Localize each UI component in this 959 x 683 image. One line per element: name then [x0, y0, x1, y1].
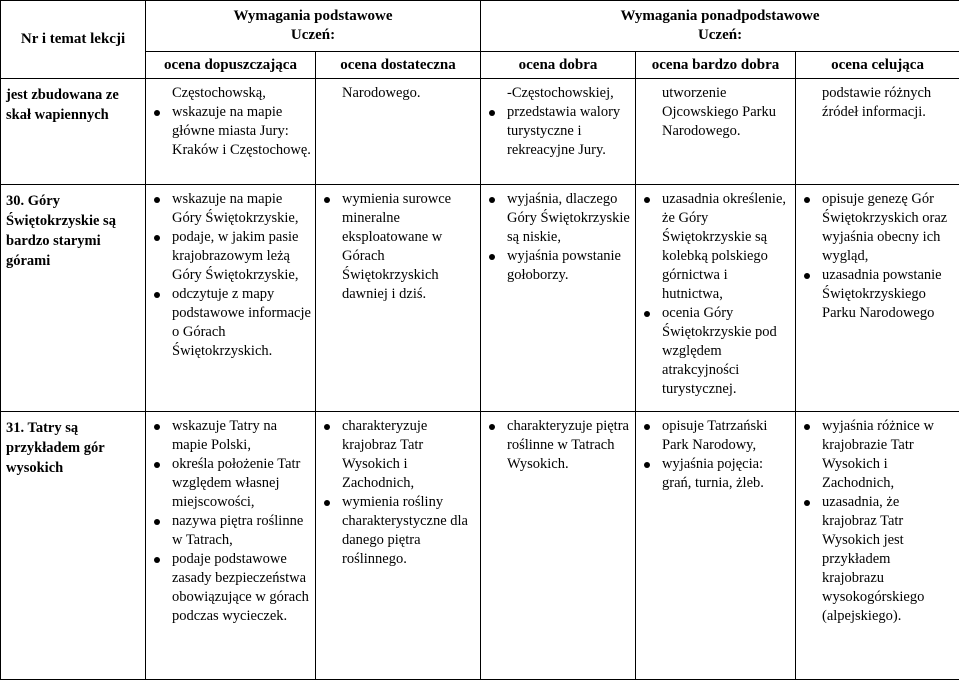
bulleted-requirement: ocenia Góry Świętokrzyskie pod względem atrakcyjności turystycznej. — [640, 304, 791, 399]
requirement-list — [485, 417, 631, 474]
requirement-list — [320, 84, 476, 103]
requirement-list — [640, 417, 791, 493]
basic-requirements-header — [146, 1, 481, 52]
grade-header: ocena bardzo dobra — [636, 52, 796, 79]
requirement-list — [485, 84, 631, 160]
table-row — [1, 412, 959, 680]
continued-requirement: -Częstochowskiej, — [507, 85, 614, 101]
bulleted-requirement: wyjaśnia różnice w krajobrazie Tatr Wysokich i Zachodnich, — [800, 417, 955, 493]
bulleted-requirement: uzasadnia, że krajobraz Tatr Wysokich jest przykładem krajobrazu wysokogórskiego (alpejskiego). — [800, 493, 955, 626]
bulleted-requirement: opisuje Tatrzański Park Narodowy, — [640, 417, 791, 455]
lesson-topic: 30. Góry Świętokrzyskie są bardzo starymi górami — [1, 185, 146, 412]
bulleted-requirement: podaje podstawowe zasady bezpieczeństwa obowiązujące w górach podczas wycieczek. — [150, 550, 311, 626]
lesson-topic: 31. Tatry są przykładem gór wysokich — [1, 412, 146, 680]
bulleted-requirement: nazywa piętra roślinne w Tatrach, — [150, 512, 311, 550]
requirement-list — [150, 84, 311, 160]
requirement-cell — [481, 412, 636, 680]
requirement-cell — [636, 185, 796, 412]
continued-requirement: podstawie różnych źródeł informacji. — [822, 85, 932, 120]
requirement-list — [485, 190, 631, 285]
basic-requirements-subtitle: Uczeń: — [290, 27, 336, 43]
bulleted-requirement: podaje, w jakim pasie krajobrazowym leżą Góry Świętokrzyskie, — [150, 228, 311, 285]
requirement-cell — [316, 79, 481, 185]
grade-header: ocena celująca — [796, 52, 959, 79]
bulleted-requirement: wyjaśnia powstanie gołoborzy. — [485, 247, 631, 285]
bulleted-requirement: charakteryzuje piętra roślinne w Tatrach Wysokich. — [485, 417, 631, 474]
requirement-list — [320, 417, 476, 569]
requirement-list — [320, 190, 476, 304]
advanced-requirements-header — [481, 1, 959, 52]
requirement-cell — [636, 79, 796, 185]
bulleted-requirement: wymienia surowce mineralne eksploatowane w Górach Świętokrzyskich dawniej i dziś. — [320, 190, 476, 304]
bulleted-requirement: wymienia rośliny charakterystyczne dla danego piętra roślinnego. — [320, 493, 476, 569]
requirement-cell — [796, 79, 959, 185]
bulleted-requirement: wskazuje na mapie Góry Świętokrzyskie, — [150, 190, 311, 228]
requirement-cell — [481, 79, 636, 185]
grade-header: ocena dostateczna — [316, 52, 481, 79]
bulleted-requirement: odczytuje z mapy podstawowe informacje o Górach Świętokrzyskich. — [150, 285, 311, 361]
requirement-list — [640, 190, 791, 399]
requirement-cell — [316, 412, 481, 680]
requirement-cell — [481, 185, 636, 412]
continued-requirement: Częstochowską, — [172, 85, 266, 101]
advanced-requirements-subtitle: Uczeń: — [697, 27, 743, 43]
bulleted-requirement: opisuje genezę Gór Świętokrzyskich oraz wyjaśnia obecny ich wygląd, — [800, 190, 955, 266]
basic-requirements-title: Wymagania podstawowe — [233, 8, 393, 24]
bulleted-requirement: wyjaśnia, dlaczego Góry Świętokrzyskie są niskie, — [485, 190, 631, 247]
requirement-cell — [636, 412, 796, 680]
lesson-topic: jest zbudowana ze skał wapiennych — [1, 79, 146, 185]
continued-requirement: utworzenie Ojcowskiego Parku Narodowego. — [662, 85, 776, 139]
requirement-list — [800, 190, 955, 323]
requirement-list — [640, 84, 791, 141]
advanced-requirements-title: Wymagania ponadpodstawowe — [620, 8, 820, 24]
bulleted-requirement: wskazuje Tatry na mapie Polski, — [150, 417, 311, 455]
requirement-cell — [796, 185, 959, 412]
grade-header: ocena dobra — [481, 52, 636, 79]
grade-header: ocena dopuszczająca — [146, 52, 316, 79]
bulleted-requirement: wyjaśnia pojęcia: grań, turnia, żleb. — [640, 455, 791, 493]
table-row — [1, 185, 959, 412]
continued-requirement: Narodowego. — [342, 85, 421, 101]
requirement-cell — [316, 185, 481, 412]
bulleted-requirement: przedstawia walory turystyczne i rekreacyjne Jury. — [485, 103, 631, 160]
requirement-list — [150, 190, 311, 361]
bulleted-requirement: określa położenie Tatr względem własnej miejscowości, — [150, 455, 311, 512]
bulleted-requirement: wskazuje na mapie główne miasta Jury: Kraków i Częstochowę. — [150, 103, 311, 160]
requirement-cell — [146, 185, 316, 412]
requirement-cell — [146, 412, 316, 680]
table-row — [1, 79, 959, 185]
requirement-list — [150, 417, 311, 626]
bulleted-requirement: uzasadnia powstanie Świętokrzyskiego Parku Narodowego — [800, 266, 955, 323]
bulleted-requirement: uzasadnia określenie, że Góry Świętokrzyskie są kolebką polskiego górnictwa i hutnictwa, — [640, 190, 791, 304]
bulleted-requirement: charakteryzuje krajobraz Tatr Wysokich i Zachodnich, — [320, 417, 476, 493]
requirement-cell — [146, 79, 316, 185]
requirement-cell — [796, 412, 959, 680]
requirement-list — [800, 417, 955, 626]
topic-column-header: Nr i temat lekcji — [1, 1, 146, 79]
requirement-list — [800, 84, 955, 122]
